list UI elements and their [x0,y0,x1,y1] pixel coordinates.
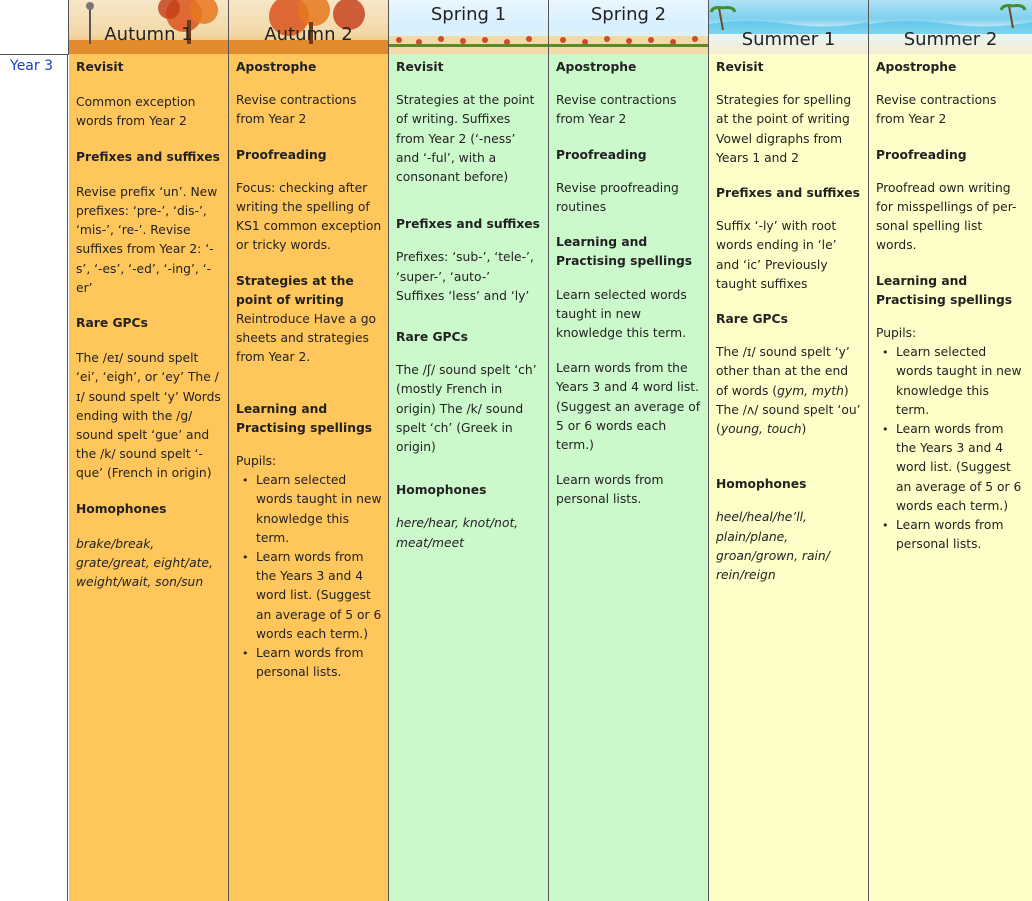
year-label: Year 3 [0,54,68,901]
heading-apostrophe: Apostrophe [236,60,317,74]
revisit-text: Strategies at the point of writing. Suffixes from Year 2 (‘-ness’ and ‘-ful’, with a consonant before) [396,93,535,185]
heading-homophones: Homophones [76,501,167,516]
heading-learning: Learning and Practising spellings [556,235,693,269]
heading-learning: Learning and Practising spellings [876,273,1013,307]
heading-learning: Learning and Practising spellings [236,401,373,435]
gpc-text-part: ) [801,422,807,437]
heading-homophones: Homophones [396,483,487,498]
heading-rare-gpcs: Rare GPCs [396,330,468,345]
revisit-text: Common exception words from Year 2 [76,95,196,129]
heading-prefixes: Prefixes and suffixes [76,149,220,164]
column-summer-1 [709,54,869,901]
prefixes-text: Prefixes: ‘sub-’, ‘tele-’, ‘super-’, ‘auto-’ Suffixes ‘less’ and ‘ly’ [396,250,534,303]
homophones-text: heel/heal/he’ll, plain/plane, groan/grown, rain/ rein/reign [716,510,830,583]
header-label: Summer 2 [903,29,998,50]
apostrophe-text: Revise contractions from Year 2 [556,93,677,127]
rare-gpcs-text: The /ʃ/ sound spelt ‘ch’ (mostly French in origin) The /k/ sound spelt ‘ch’ (Greek in origin) [396,363,537,455]
heading-rare-gpcs: Rare GPCs [716,312,788,327]
pupils-label: Pupils: [876,326,917,341]
header-summer-1 [709,0,869,55]
proofreading-text: Revise proofreading routines [556,180,679,215]
heading-homophones: Homophones [716,477,807,492]
heading-proofreading: Proofreading [876,147,967,162]
header-autumn-2 [229,0,389,55]
heading-apostrophe: Apostrophe [876,60,957,74]
header-label: Spring 1 [430,4,507,25]
header-label: Summer 1 [741,29,836,50]
list-item: • Learn selected words taught in new knowledge this term. [248,471,382,548]
learning-text-1: Learn selected words taught in new knowledge this term. [556,287,687,341]
homophones-text: here/hear, knot/not, meat/meet [396,516,519,550]
revisit-text: Strategies for spelling at the point of writing Vowel digraphs from Years 1 and 2 [716,93,852,165]
header-autumn-1 [69,0,229,55]
proofreading-text: Focus: checking after writing the spelling of KS1 common exception or tricky words. [236,180,382,253]
list-item: • Learn words from the Years 3 and 4 word list. (Suggest an average of 5 or 6 words each term.) [248,548,382,644]
learning-text-3: Learn words from personal lists. [556,473,664,507]
apostrophe-text: Revise contractions from Year 2 [876,93,997,127]
header-label: Spring 2 [590,4,667,25]
header-label: Autumn 2 [264,24,353,45]
heading-prefixes: Prefixes and suffixes [396,217,540,232]
heading-rare-gpcs: Rare GPCs [76,316,148,331]
heading-revisit: Revisit [716,60,764,74]
column-autumn-1 [69,54,229,901]
column-autumn-2 [229,54,389,901]
column-summer-2 [869,54,1032,901]
rare-gpcs-text: The /eɪ/ sound spelt ‘ei’, ‘eigh’, or ‘ey’ The /ɪ/ sound spelt ‘y’ Words ending with the /g/ sound spelt ‘gue’ and the /k/ sound spelt ‘-que’ (French in origin) [76,351,221,481]
proofreading-text: Proofread own writing for misspellings of per- sonal spelling list words. [876,180,1017,253]
header-label: Autumn 1 [104,24,193,45]
prefixes-text: Revise prefix ‘un’. New prefixes: ‘pre-’, ‘dis-’, ‘mis-’, ‘re-’. Revise suffixes from Year 2: ‘-s’, ‘-es’, ‘-ed’, ‘-ing’, ‘-er’ [76,184,218,295]
strategies-text: Reintroduce Have a go sheets and strategies from Year 2. [236,312,377,365]
rare-gpcs-text [716,343,862,439]
heading-proofreading: Proofreading [236,147,327,162]
learning-list [236,471,382,682]
heading-revisit: Revisit [396,60,444,74]
gpc-example: gym, myth [777,383,844,398]
heading-prefixes: Prefixes and suffixes [716,186,860,201]
learning-list [876,343,1026,554]
heading-revisit: Revisit [76,60,124,74]
list-item: • Learn words from the Years 3 and 4 word list. (Suggest an average of 5 or 6 words each term.) [888,420,1026,516]
heading-proofreading: Proofreading [556,147,647,162]
gpc-text-part: ) The /ʌ/ sound spelt ‘ou’ ( [716,383,861,437]
gpc-example: young, touch [720,422,802,437]
list-item: • Learn words from personal lists. [888,516,1026,554]
learning-text-2: Learn words from the Years 3 and 4 word list. (Suggest an average of 5 or 6 words each term.) [556,361,701,453]
heading-strategies: Strategies at the point of writing [236,273,354,307]
pupils-label: Pupils: [236,454,277,469]
header-blank-cell [0,0,69,55]
list-item: • Learn words from personal lists. [248,644,382,682]
apostrophe-text: Revise contractions from Year 2 [236,93,357,127]
heading-apostrophe: Apostrophe [556,60,637,74]
list-item: • Learn selected words taught in new knowledge this term. [888,343,1026,420]
header-spring-2 [549,0,709,55]
homophones-text: brake/break, grate/great, eight/ate, weight/wait, son/sun [76,536,213,590]
header-summer-2 [869,0,1032,55]
gpc-text-part: The /ɪ/ sound spelt ‘y’ other than at the end of words ( [716,345,850,398]
header-spring-1 [389,0,549,55]
column-spring-1 [389,54,549,901]
prefixes-text: Suffix ‘-ly’ with root words ending in ‘le’ and ‘ic’ Previously taught suffixes [716,219,837,291]
column-spring-2 [549,54,709,901]
